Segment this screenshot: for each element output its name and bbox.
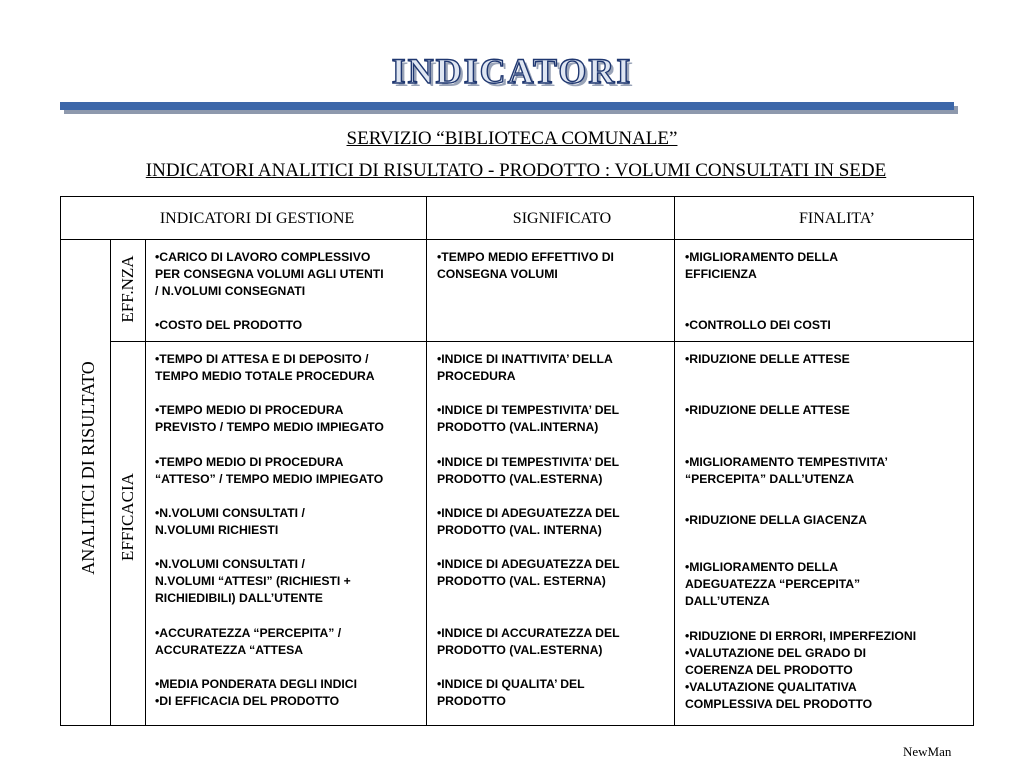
header-finalita: FINALITA’ — [798, 210, 876, 227]
table-border-bottom — [60, 725, 974, 726]
cell-indicator: •N.VOLUMI CONSULTATI / N.VOLUMI RICHIESTI — [155, 506, 305, 537]
outer-row-label: ANALITICI DI RISULTATO — [78, 361, 98, 575]
outer-label-divider — [110, 239, 111, 726]
group-divider — [110, 341, 974, 342]
header-significato: SIGNIFICATO — [512, 210, 612, 227]
cell-indicator: •CARICO DI LAVORO COMPLESSIVO PER CONSEGNA VOLUMI AGLI UTENTI / N.VOLUMI CONSEGNATI — [155, 250, 384, 298]
cell-indicator: •COSTO DEL PRODOTTO — [155, 318, 303, 332]
cell-purpose: •RIDUZIONE DELLA GIACENZA — [685, 513, 867, 527]
cell-purpose: •MIGLIORAMENTO DELLA EFFICIENZA — [685, 250, 838, 281]
cell-indicator: •TEMPO MEDIO DI PROCEDURA “ATTESO” / TEMPO MEDIO IMPIEGATO — [155, 455, 384, 486]
group-label-divider — [145, 239, 146, 726]
footer-credit: NewMan — [903, 744, 952, 759]
cell-indicator: •N.VOLUMI CONSULTATI / N.VOLUMI “ATTESI” (RICHIESTI + RICHIEDIBILI) DALL’UTENTE — [155, 557, 351, 605]
cell-meaning: •TEMPO MEDIO EFFETTIVO DI CONSEGNA VOLUMI — [437, 250, 614, 281]
column-divider-2 — [674, 196, 675, 726]
cell-indicator: •ACCURATEZZA “PERCEPITA” / ACCURATEZZA “ATTESA — [155, 626, 342, 657]
page-title: INDICATORI — [391, 51, 633, 91]
title-rule — [60, 102, 954, 110]
table-border-top — [60, 196, 974, 197]
subtitle-2: INDICATORI ANALITICI DI RISULTATO - PRODOTTO : VOLUMI CONSULTATI IN SEDE — [145, 160, 887, 181]
cell-meaning: •INDICE DI ACCURATEZZA DEL PRODOTTO (VAL.ESTERNA) — [437, 626, 620, 657]
cell-meaning: •INDICE DI INATTIVITA’ DELLA PROCEDURA — [437, 352, 613, 383]
cell-purpose: •CONTROLLO DEI COSTI — [685, 318, 831, 332]
subtitle: SERVIZIO “BIBLIOTECA COMUNALE” — [346, 128, 678, 149]
cell-meaning: •INDICE DI TEMPESTIVITA’ DEL PRODOTTO (VAL.INTERNA) — [437, 403, 620, 434]
cell-purpose: •MIGLIORAMENTO DELLA ADEGUATEZZA “PERCEPITA” DALL’UTENZA — [685, 560, 861, 608]
cell-meaning: •INDICE DI QUALITA’ DEL PRODOTTO — [437, 677, 585, 708]
cell-meaning: •INDICE DI TEMPESTIVITA’ DEL PRODOTTO (VAL.ESTERNA) — [437, 455, 620, 486]
cell-purpose: •RIDUZIONE DELLE ATTESE — [685, 352, 850, 366]
header-indicatori: INDICATORI DI GESTIONE — [159, 210, 355, 227]
cell-purpose: •RIDUZIONE DI ERRORI, IMPERFEZIONI •VALUTAZIONE DEL GRADO DI COERENZA DEL PRODOTTO — [685, 629, 917, 677]
header-divider — [60, 239, 974, 240]
cell-purpose: •RIDUZIONE DELLE ATTESE — [685, 403, 850, 417]
cell-meaning: •INDICE DI ADEGUATEZZA DEL PRODOTTO (VAL. ESTERNA) — [437, 557, 620, 588]
cell-meaning: •INDICE DI ADEGUATEZZA DEL PRODOTTO (VAL. INTERNA) — [437, 506, 620, 537]
cell-purpose: •MIGLIORAMENTO TEMPESTIVITA’ “PERCEPITA” DALL’UTENZA — [685, 455, 888, 486]
group-label-efficacia: EFFICACIA — [118, 473, 137, 561]
cell-purpose: •VALUTAZIONE QUALITATIVA COMPLESSIVA DEL PRODOTTO — [685, 680, 873, 711]
table-border-left — [60, 196, 61, 726]
group-label-efficienza: EFF.NZA — [118, 255, 137, 323]
cell-indicator: •MEDIA PONDERATA DEGLI INDICI •DI EFFICACIA DEL PRODOTTO — [155, 677, 357, 708]
cell-indicator: •TEMPO DI ATTESA E DI DEPOSITO / TEMPO MEDIO TOTALE PROCEDURA — [155, 352, 375, 383]
cell-indicator: •TEMPO MEDIO DI PROCEDURA PREVISTO / TEMPO MEDIO IMPIEGATO — [155, 403, 384, 434]
table-border-right — [973, 196, 974, 726]
